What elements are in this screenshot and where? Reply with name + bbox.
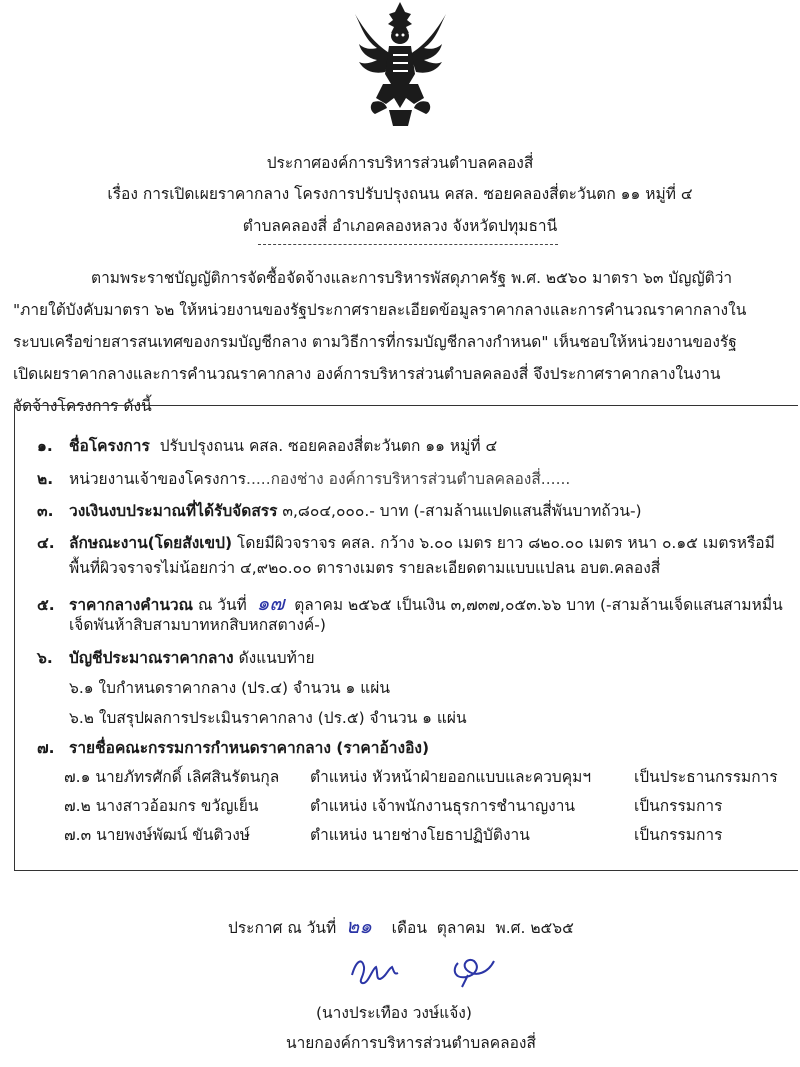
item-5-cont: เจ็ดพันห้าสิบสามบาทหกสิบหกสตางค์-)	[69, 616, 326, 634]
item-7: ๗. รายชื่อคณะกรรมการกำหนดราคากลาง (ราคาอ้างอิง)	[37, 739, 430, 757]
committee-name-2: ๗.๒ นางสาวอ้อมกร ขวัญเย็น	[64, 797, 259, 815]
committee-pos-2: ตำแหน่ง เจ้าพนักงานธุรการชำนาญงาน	[310, 797, 576, 815]
committee-role-3: เป็นกรรมการ	[634, 826, 723, 844]
committee-role-2: เป็นกรรมการ	[634, 797, 723, 815]
location-line: ตำบลคลองสี่ อำเภอคลองหลวง จังหวัดปทุมธานี	[242, 217, 558, 235]
item-6: ๖. บัญชีประมาณราคากลาง ดังแนบท้าย	[37, 649, 315, 667]
signer-title: นายกองค์การบริหารส่วนตำบลคลองสี่	[286, 1034, 536, 1052]
announce-date: ประกาศ ณ วันที่ ๒๑ เดือน ตุลาคม พ.ศ. ๒๕๖๕	[228, 914, 574, 938]
item-4: ๔. ลักษณะงาน(โดยสังเขป) โดยมีผิวจราจร คสล. กว้าง ๖.๐๐ เมตร ยาว ๘๒๐.๐๐ เมตร หนา ๐.๑๕ เมตรหรือมี	[37, 534, 775, 552]
signer-name: (นางประเทือง วงษ์แจ้ง)	[316, 1004, 472, 1022]
item-4-cont: พื้นที่ผิวจราจรไม่น้อยกว่า ๔,๙๒๐.๐๐ ตารางเมตร รายละเอียดตามแบบแปลน อบต.คลองสี่	[69, 559, 661, 577]
garuda-emblem-icon	[333, 0, 468, 135]
item-6-sub-2: ๖.๒ ใบสรุปผลการประเมินราคากลาง (ปร.๕) จำนวน ๑ แผ่น	[69, 709, 467, 727]
subject-line: เรื่อง การเปิดเผยราคากลาง โครงการปรับปรุงถนน คสล. ซอยคลองสี่ตะวันตก ๑๑ หมู่ที่ ๔	[107, 185, 693, 203]
committee-pos-1: ตำแหน่ง หัวหน้าฝ่ายออกแบบและควบคุมฯ	[310, 768, 592, 786]
committee-name-1: ๗.๑ นายภัทรศักดิ์ เลิศสินรัตนกุล	[64, 768, 280, 786]
intro-line-5: จัดจ้างโครงการ ดังนี้	[13, 397, 152, 415]
item-6-sub-1: ๖.๑ ใบกำหนดราคากลาง (ปร.๔) จำนวน ๑ แผ่น	[69, 679, 390, 697]
item-1: ๑. ชื่อโครงการ ปรับปรุงถนน คสล. ซอยคลองสี่ตะวันตก ๑๑ หมู่ที่ ๔	[37, 437, 498, 455]
dashed-divider	[258, 244, 558, 245]
committee-role-1: เป็นประธานกรรมการ	[634, 768, 778, 786]
item-5: ๕. ราคากลางคำนวณ ณ วันที่ ๑๗ ตุลาคม ๒๕๖๕ เป็นเงิน ๓,๗๓๗,๐๕๓.๖๖ บาท (-สามล้านเจ็ดแสนสามหมื่น	[37, 591, 783, 615]
org-title: ประกาศองค์การบริหารส่วนตำบลคลองสี่	[266, 154, 534, 172]
committee-name-3: ๗.๓ นายพงษ์พัฒน์ ขันติวงษ์	[64, 826, 250, 844]
handwritten-announce-day: ๒๑	[346, 914, 372, 938]
item-3: ๓. วงเงินงบประมาณที่ได้รับจัดสรร ๓,๘๐๔,๐๐๐.- บาท (-สามล้านแปดแสนสี่พันบาทถ้วน-)	[37, 502, 642, 520]
intro-line-4: เปิดเผยราคากลางและการคำนวณราคากลาง องค์การบริหารส่วนตำบลคลองสี่ จึงประกาศราคากลางในงาน	[13, 365, 721, 383]
intro-line-2: "ภายใต้บังคับมาตรา ๖๒ ให้หน่วยงานของรัฐประกาศรายละเอียดข้อมูลราคากลางและการคำนวณราคากลางใน	[13, 301, 747, 319]
signature-image	[340, 945, 530, 995]
committee-pos-3: ตำแหน่ง นายช่างโยธาปฏิบัติงาน	[310, 826, 530, 844]
handwritten-day: ๑๗	[256, 591, 285, 615]
intro-line-1: ตามพระราชบัญญัติการจัดซื้อจัดจ้างและการบริหารพัสดุภาครัฐ พ.ศ. ๒๕๖๐ มาตรา ๖๓ บัญญัติว่า	[91, 269, 733, 287]
item-2: ๒. หน่วยงานเจ้าของโครงการ.....กองช่าง องค์การบริหารส่วนตำบลคลองสี่......	[37, 470, 571, 488]
intro-line-3: ระบบเครือข่ายสารสนเทศของกรมบัญชีกลาง ตามวิธีการที่กรมบัญชีกลางกำหนด" เห็นชอบให้หน่วยงานของรัฐ	[13, 333, 737, 351]
